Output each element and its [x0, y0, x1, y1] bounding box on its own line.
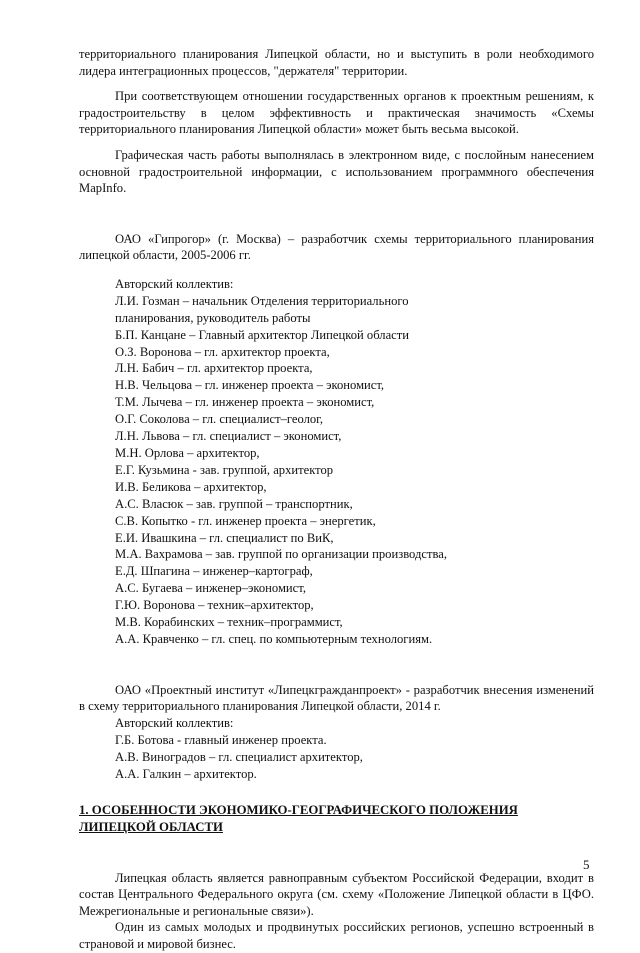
- author-item: М.В. Корабинских – техник–программист,: [115, 615, 343, 630]
- lipetsk-intro: ОАО «Проектный институт «Липецкгражданпроект» - разработчик внесения изменений в схему территориального планирования Липецкой области, 2014 г.: [79, 682, 594, 714]
- author-item: А.В. Виноградов – гл. специалист архитектор,: [115, 749, 363, 764]
- author-item: Б.П. Канцане – Главный архитектор Липецкой области: [115, 327, 409, 342]
- author-item: Л.Н. Львова – гл. специалист – экономист,: [115, 429, 342, 444]
- giprogor-authors-list: [79, 293, 594, 648]
- author-item: Л.Н. Бабич – гл. архитектор проекта,: [115, 361, 313, 376]
- author-item: Т.М. Лычева – гл. инженер проекта – экономист,: [115, 395, 375, 410]
- author-item: планирования, руководитель работы: [115, 310, 311, 325]
- author-item: И.В. Беликова – архитектор,: [115, 479, 267, 494]
- author-item: Е.Г. Кузьмина - зав. группой, архитектор: [115, 462, 334, 477]
- author-item: М.А. Вахрамова – зав. группой по организации производства,: [115, 547, 448, 562]
- author-item: О.Г. Соколова – гл. специалист–геолог,: [115, 412, 324, 427]
- author-item: Е.Д. Шпагина – инженер–картограф,: [115, 564, 313, 579]
- intro-paragraph-2: При соответствующем отношении государственных органов к проектным решениям, к градостроительству в целом эффективность и практическая значимость «Схемы территориального планирования Липецкой области» может быть весьма высокой.: [79, 89, 594, 137]
- section-heading-text: 1. ОСОБЕННОСТИ ЭКОНОМИКО-ГЕОГРАФИЧЕСКОГО ПОЛОЖЕНИЯ ЛИПЕЦКОЙ ОБЛАСТИ: [79, 802, 518, 834]
- lipetsk-authors-label: Авторский коллектив:: [115, 716, 234, 731]
- author-item: Г.Б. Ботова - главный инженер проекта.: [115, 732, 327, 747]
- page-number: 5: [583, 857, 590, 872]
- intro-paragraph-continuation: территориального планирования Липецкой области, но и выступить в роли необходимого лидера интеграционных процессов, "держателя" территории.: [79, 47, 594, 78]
- author-item: Г.Ю. Воронова – техник–архитектор,: [115, 598, 314, 613]
- author-item: А.С. Бугаева – инженер–экономист,: [115, 581, 306, 596]
- intro-paragraph-3: Графическая часть работы выполнялась в электронном виде, с послойным нанесением основной градостроительной информации, с использованием программного обеспечения MapInfo.: [79, 147, 594, 196]
- author-item: А.А. Галкин – архитектор.: [115, 766, 257, 781]
- author-item: Л.И. Гозман – начальник Отделения территориального: [115, 293, 409, 308]
- author-item: М.Н. Орлова – архитектор,: [115, 446, 260, 460]
- document-page: [79, 46, 594, 953]
- author-item: О.З. Воронова – гл. архитектор проекта,: [115, 344, 330, 359]
- author-item: С.В. Копытко - гл. инженер проекта – энергетик,: [115, 513, 376, 528]
- author-item: Н.В. Чельцова – гл. инженер проекта – экономист,: [115, 378, 385, 393]
- section-paragraph-1: Липецкая область является равноправным субъектом Российской Федерации, входит в состав Центрального Федерального округа (см. схему «Положение Липецкой области в ЦФО. Межрегиональные и региональные связи»).: [79, 870, 594, 918]
- author-item: А.А. Кравченко – гл. спец. по компьютерным технологиям.: [115, 631, 433, 646]
- section-paragraph-2: Один из самых молодых и продвинутых российских регионов, успешно встроенный в страновой и мировой бизнес.: [79, 920, 594, 952]
- section-heading: [79, 802, 594, 836]
- lipetsk-authors-list: [79, 732, 594, 783]
- author-item: А.С. Власюк – зав. группой – транспортник,: [115, 496, 353, 511]
- giprogor-intro: ОАО «Гипрогор» (г. Москва) – разработчик схемы территориального планирования липецкой области, 2005-2006 гг.: [79, 231, 594, 263]
- giprogor-authors-label: Авторский коллектив:: [115, 276, 234, 291]
- author-item: Е.И. Ивашкина – гл. специалист по ВиК,: [115, 530, 334, 545]
